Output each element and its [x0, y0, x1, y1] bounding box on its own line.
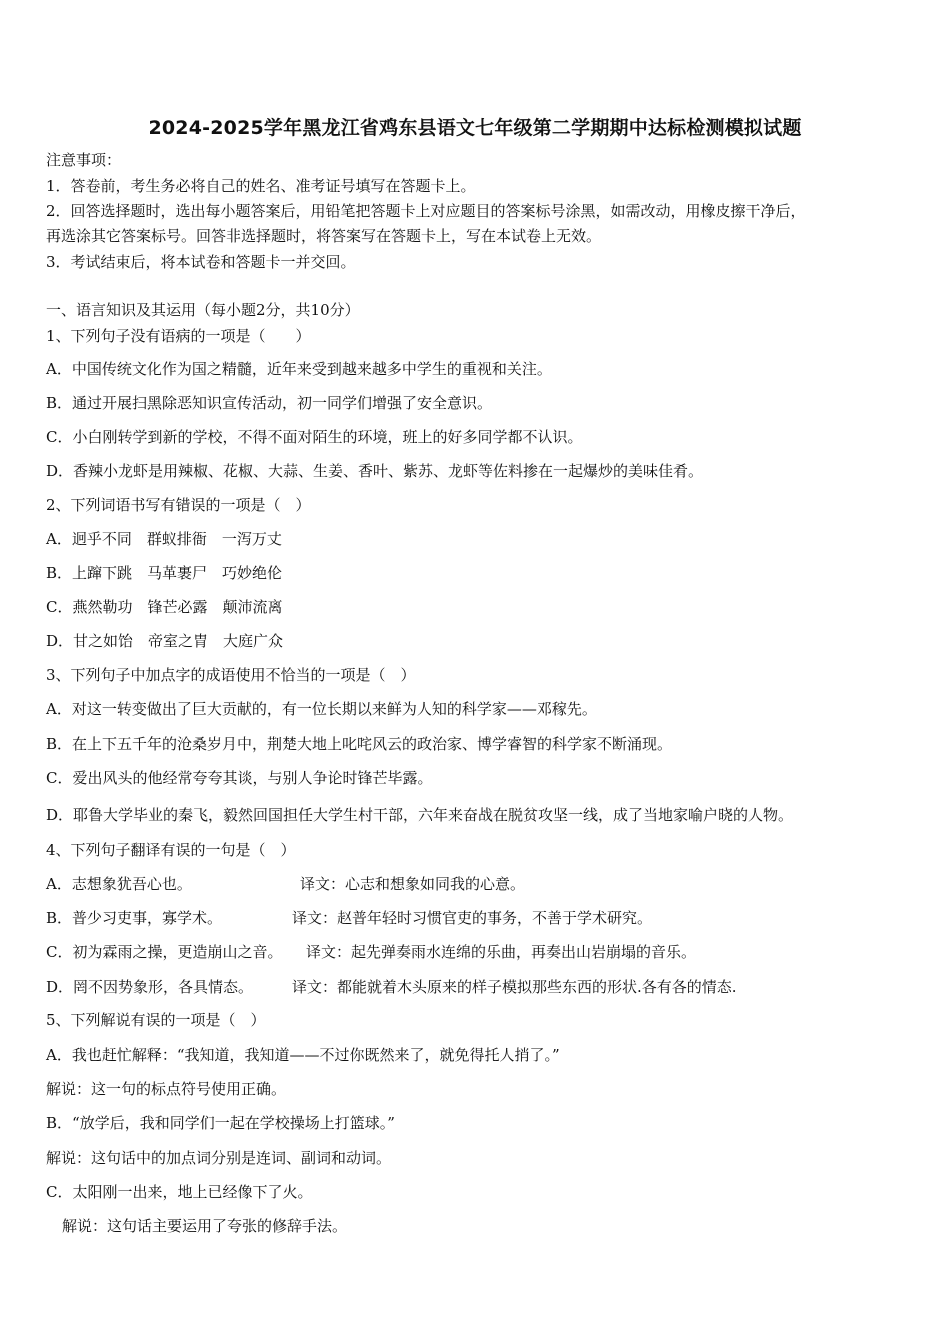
notice-heading: 注意事项：: [46, 151, 122, 169]
question-stem: 4、下列句子翻译有误的一句是（ ）: [46, 841, 296, 859]
notice-item: 2．回答选择题时，选出每小题答案后，用铅笔把答题卡上对应题目的答案标号涂黑，如需改动，用橡皮擦干净后，: [46, 202, 806, 220]
option: A．中国传统文化作为国之精髓，近年来受到越来越多中学生的重视和关注。: [46, 360, 552, 378]
option: B．在上下五千年的沧桑岁月中，荆楚大地上叱咤风云的政治家、博学睿智的科学家不断涌现。: [46, 735, 673, 753]
section-heading: 一、语言知识及其运用（每小题2分，共10分）: [46, 301, 360, 319]
notice-item: 3．考试结束后，将本试卷和答题卡一并交回。: [46, 253, 356, 271]
explanation: 解说：这句话中的加点词分别是连词、副词和动词。: [46, 1149, 392, 1167]
option: D．甘之如饴 帝室之胄 大庭广众: [46, 632, 284, 650]
question-stem: 1、下列句子没有语病的一项是（ ）: [46, 327, 311, 345]
option: C．太阳刚一出来，地上已经像下了火。: [46, 1183, 313, 1201]
page-title: 2024-2025学年黑龙江省鸡东县语文七年级第二学期期中达标检测模拟试题: [148, 117, 802, 139]
option: C．燕然勒功 锋芒必露 颠沛流离: [46, 598, 283, 616]
option: D．耶鲁大学毕业的秦飞，毅然回国担任大学生村干部，六年来奋战在脱贫攻坚一线，成了当地家喻户晓的人物。: [46, 806, 794, 824]
option: B．通过开展扫黑除恶知识宣传活动，初一同学们增强了安全意识。: [46, 394, 493, 412]
notice-item: 1．答卷前，考生务必将自己的姓名、准考证号填写在答题卡上。: [46, 177, 476, 195]
option: C．小白刚转学到新的学校，不得不面对陌生的环境，班上的好多同学都不认识。: [46, 428, 583, 446]
option-translation: 译文：心志和想象如同我的心意。: [300, 875, 526, 893]
explanation: 解说：这一句的标点符号使用正确。: [46, 1080, 287, 1098]
option: B．上蹿下跳 马革裹尸 巧妙绝伦: [46, 564, 283, 582]
option: A．迥乎不同 群蚁排衙 一泻万丈: [46, 530, 282, 548]
option: B．普少习吏事，寡学术。: [46, 909, 223, 927]
question-stem: 5、下列解说有误的一项是（ ）: [46, 1011, 266, 1029]
option: A．对这一转变做出了巨大贡献的，有一位长期以来鲜为人知的科学家——邓稼先。: [46, 700, 597, 718]
option: D．罔不因势象形，各具情态。: [46, 978, 254, 996]
explanation: 解说：这句话主要运用了夸张的修辞手法。: [62, 1217, 348, 1235]
option: D．香辣小龙虾是用辣椒、花椒、大蒜、生姜、香叶、紫苏、龙虾等佐料掺在一起爆炒的美味佳肴。: [46, 462, 704, 480]
option-translation: 译文：都能就着木头原来的样子模拟那些东西的形状.各有各的情态.: [292, 978, 737, 996]
option: A．我也赶忙解释：“我知道，我知道——不过你既然来了，就免得托人捎了。”: [46, 1046, 560, 1064]
notice-item: 再选涂其它答案标号。回答非选择题时，将答案写在答题卡上，写在本试卷上无效。: [46, 227, 602, 245]
question-stem: 3、下列句子中加点字的成语使用不恰当的一项是（ ）: [46, 666, 416, 684]
option: B．“放学后，我和同学们一起在学校操场上打篮球。”: [46, 1114, 395, 1132]
option: A．志想象犹吾心也。: [46, 875, 192, 893]
option-translation: 译文：赵普年轻时习惯官吏的事务，不善于学术研究。: [292, 909, 653, 927]
question-stem: 2、下列词语书写有错误的一项是（ ）: [46, 496, 311, 514]
option: C．初为霖雨之操，更造崩山之音。: [46, 943, 283, 961]
option: C．爱出风头的他经常夸夸其谈，与别人争论时锋芒毕露。: [46, 769, 433, 787]
option-translation: 译文：起先弹奏雨水连绵的乐曲，再奏出山岩崩塌的音乐。: [306, 943, 697, 961]
